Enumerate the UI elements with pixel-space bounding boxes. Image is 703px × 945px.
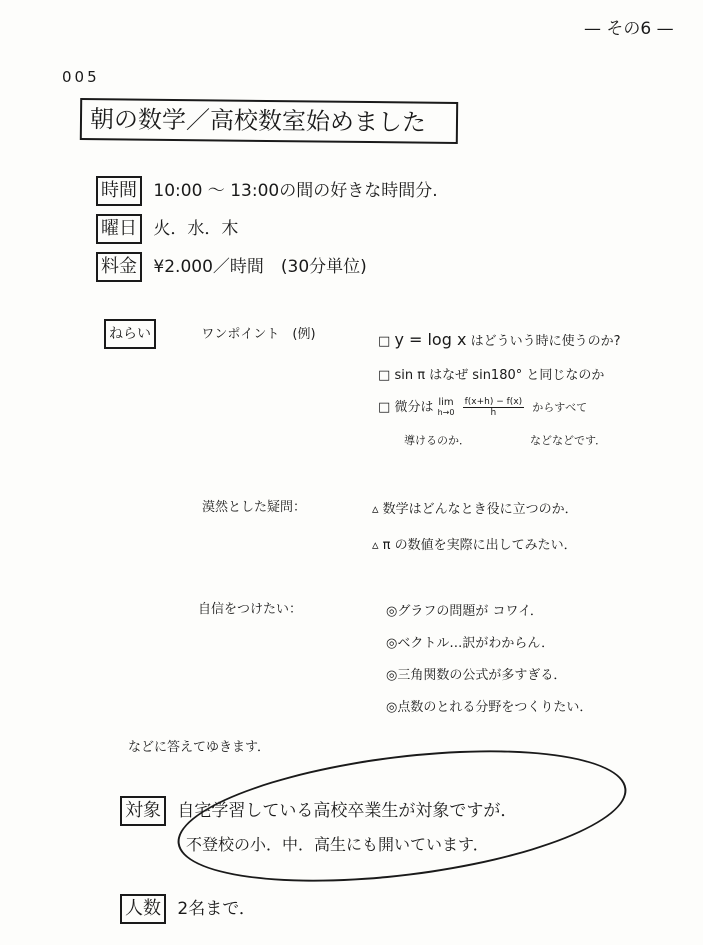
confidence-item-2-bullet: ◎	[386, 636, 398, 651]
aim-item-2-math: sin π	[394, 368, 426, 383]
confidence-item-4-text: 点数のとれる分野をつくりたい．	[397, 700, 593, 715]
confidence-item-1-bullet: ◎	[386, 604, 398, 619]
vague-item-1-bullet: ▵	[372, 502, 379, 517]
vague-item-1	[372, 498, 578, 517]
confidence-item-1	[386, 600, 543, 619]
fee-row	[96, 252, 367, 282]
page-number: — その6 —	[584, 19, 674, 39]
days-row	[96, 214, 238, 244]
limit-expression	[438, 398, 455, 418]
time-label: 時間	[96, 176, 142, 206]
aim-item-2-text: はなぜ sin180° と同じなのか	[429, 368, 605, 383]
confidence-item-3-text: 三角関数の公式が多すぎる．	[397, 668, 567, 683]
aim-item-3-prefix: 微分は	[394, 400, 434, 415]
aim-item-1-bullet: □	[378, 334, 391, 349]
fraction-expression	[463, 397, 525, 418]
limit-top: lim	[438, 396, 454, 408]
confidence-item-2-text: ベクトル…訳がわからん．	[397, 636, 555, 651]
fraction-denominator: h	[490, 408, 497, 418]
target-line-2: 不登校の小．中．高生にも開いています．	[186, 835, 489, 854]
document-id: 005	[62, 68, 100, 86]
time-row	[96, 176, 438, 206]
aim-item-2-bullet: □	[378, 368, 391, 383]
aim-intro: ワンポイント (例)	[201, 327, 316, 342]
confidence-item-3	[386, 664, 566, 683]
vague-item-2-bullet: ▵	[372, 538, 379, 553]
confidence-label: 自信をつけたい：	[198, 602, 303, 617]
vague-item-1-text: 数学はどんなとき役に立つのか．	[382, 502, 578, 517]
capacity-row	[120, 894, 256, 924]
target-row	[120, 796, 517, 826]
fee-value: ¥2.000／時間 (30分単位)	[153, 257, 367, 277]
aim-item-1-text: はどういう時に使うのか?	[470, 334, 621, 349]
confidence-item-2	[386, 632, 554, 651]
page-title: 朝の数学／高校数室始めました	[80, 98, 458, 144]
confidence-item-4-bullet: ◎	[386, 700, 398, 715]
aim-item-1	[378, 330, 620, 349]
aim-item-3-continuation: 導けるのか．	[404, 434, 470, 447]
aim-item-3-bullet: □	[378, 400, 391, 415]
target-line-1: 自宅学習している高校卒業生が対象ですが．	[177, 801, 518, 821]
days-label: 曜日	[96, 214, 142, 244]
vague-item-2-text: π の数値を実際に出してみたい．	[382, 538, 577, 553]
aim-row	[104, 318, 316, 350]
fee-label: 料金	[96, 252, 142, 282]
confidence-item-4	[386, 696, 592, 715]
aim-etc: などなどです．	[530, 434, 607, 447]
fraction-numerator: f(x+h) − f(x)	[464, 397, 523, 407]
days-value: 火．水．木	[153, 219, 239, 239]
capacity-label: 人数	[120, 894, 166, 924]
aim-label: ねらい	[104, 319, 156, 349]
time-value: 10:00 ～ 13:00の間の好きな時間分.	[153, 181, 438, 201]
target-label: 対象	[120, 796, 166, 826]
aim-item-3	[378, 396, 587, 418]
limit-sub: h→0	[437, 407, 455, 417]
confidence-item-3-bullet: ◎	[386, 668, 398, 683]
closing-text: などに答えてゆきます．	[128, 740, 270, 755]
aim-item-2	[378, 364, 604, 383]
aim-item-3-text: からすべて	[532, 401, 588, 414]
capacity-value: 2名まで．	[177, 899, 256, 919]
aim-item-1-math: y = log x	[394, 330, 467, 349]
vague-label: 漠然とした疑問：	[202, 500, 307, 515]
confidence-item-1-text: グラフの問題が コワイ．	[397, 604, 543, 619]
vague-item-2	[372, 534, 577, 553]
